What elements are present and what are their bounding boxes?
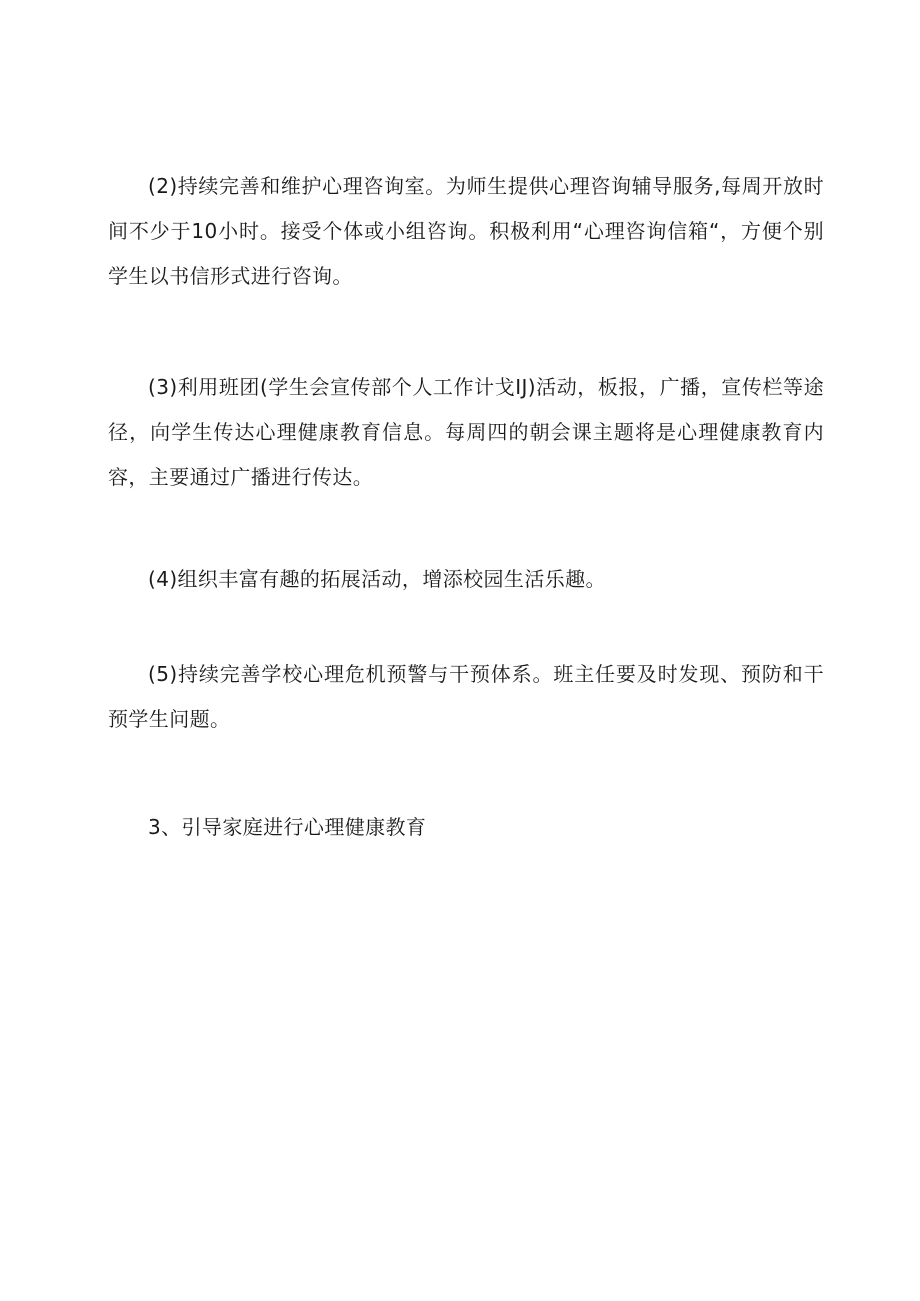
paragraph-item-3: (3)利用班团(学生会宣传部个人工作计戈IJ)活动，板报，广播，宣传栏等途径，向学生传达心理健康教育信息。每周四的朝会课主题将是心理健康教育内容，主要通过广播进行传达。 <box>108 375 824 489</box>
section-heading: 3、引导家庭进行心理健康教育 <box>148 815 427 839</box>
paragraph-item-5: (5)持续完善学校心理危机预警与干预体系。班主任要及时发现、预防和干预学生问题。 <box>108 662 824 731</box>
paragraph-item-2: (2)持续完善和维护心理咨询室。为师生提供心理咨询辅导服务,每周开放时间不少于10小时。接受个体或小组咨询。积极利用“心理咨询信箱“，方便个别学生以书信形式进行咨询。 <box>108 174 824 288</box>
paragraph-item-4: (4)组织丰富有趣的拓展活动，增添校园生活乐趣。 <box>148 567 606 591</box>
